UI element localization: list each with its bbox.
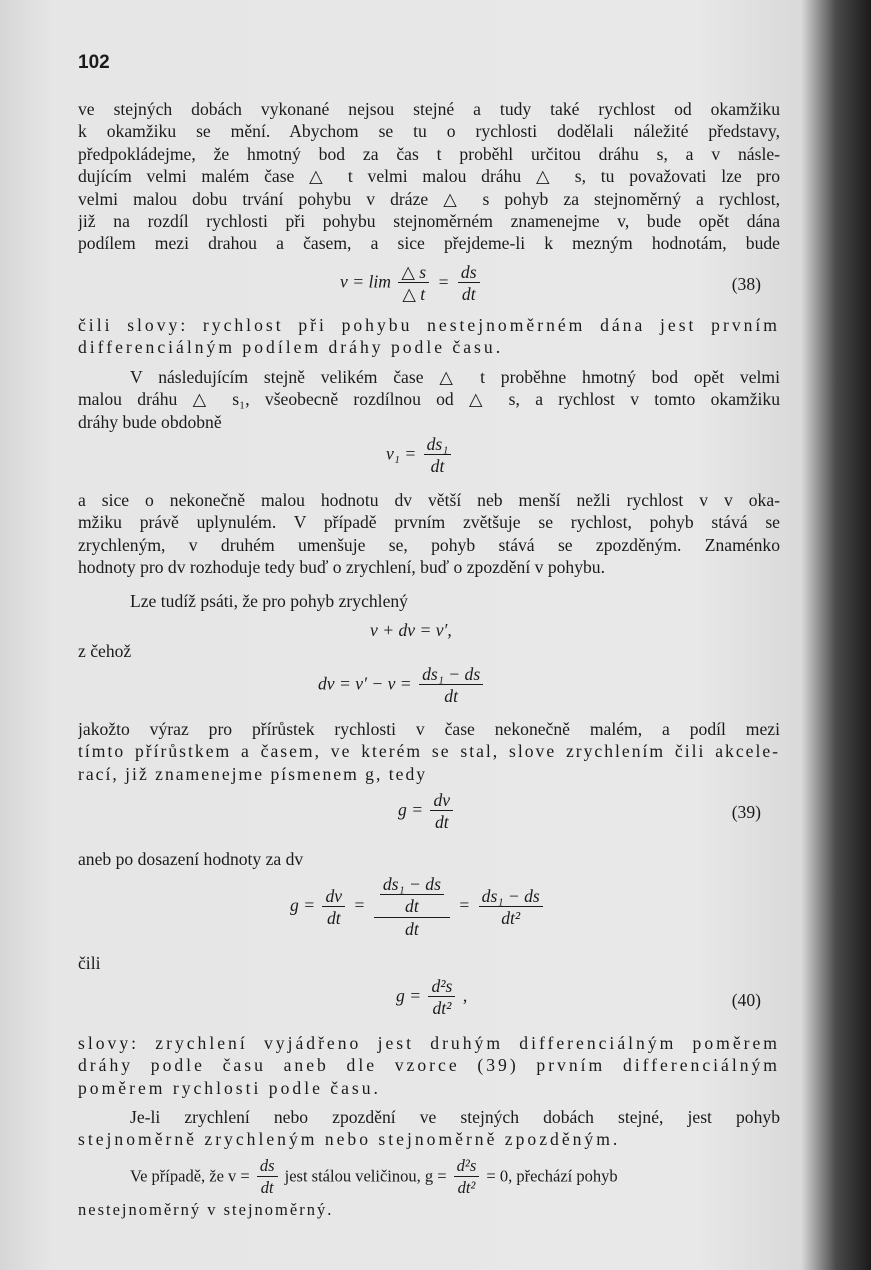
- equation-38: [340, 262, 483, 305]
- numerator: ds₁ − ds: [422, 664, 481, 684]
- paragraph-4: [78, 489, 780, 579]
- paragraph-3: [78, 366, 780, 433]
- denominator: dt: [322, 906, 345, 929]
- equation-lhs: g =: [290, 895, 316, 916]
- denominator: dt: [419, 684, 483, 707]
- text-fragment: = 0, přechází pohyb: [486, 1166, 618, 1186]
- denominator: dt: [374, 917, 450, 940]
- denominator: dt²: [454, 1176, 480, 1199]
- numerator: ds: [460, 262, 477, 282]
- page-number: 102: [78, 52, 110, 73]
- equation-39: [398, 790, 456, 833]
- paragraph-cili: [78, 952, 780, 974]
- equation-v1: [386, 434, 454, 477]
- text-line: Lze tudíž psáti, že pro pohyb zrychlený: [130, 591, 408, 611]
- text-line: mžiku právě uplynulém. V případě prvním zvětšuje se rychlost, pohyb stává se: [78, 512, 780, 533]
- text-line: poměrem rychlosti podle času.: [78, 1077, 381, 1098]
- text-line: nestejnoměrný v stejnoměrný.: [78, 1200, 334, 1219]
- equation-number: (38): [731, 274, 761, 294]
- text-line: podílem mezi drahou a časem, a sice přejdeme-li k mezným hodnotám, bude: [78, 233, 780, 254]
- equation-lhs: v₁ =: [386, 443, 417, 464]
- fraction: [419, 664, 483, 707]
- equation-lhs: dv = v′ − v =: [318, 673, 412, 694]
- fraction: [424, 434, 452, 477]
- equals-sign: =: [438, 271, 449, 292]
- text-line: tímto přírůstkem a časem, ve kterém se stal, slove zrychlením čili akcele-: [78, 741, 780, 762]
- inner-fraction: [380, 874, 444, 917]
- paragraph-10: [78, 1156, 780, 1221]
- text-line: zrychleným, v druhém umenšuje se, pohyb stává se zpozděným. Znaménko: [78, 534, 780, 555]
- numerator: ds₁: [426, 434, 449, 454]
- equation-lhs: v = lim: [340, 271, 391, 292]
- text-line: stejnoměrně zrychleným nebo stejnoměrně zpozděným.: [78, 1129, 621, 1150]
- equals-sign: =: [354, 895, 365, 916]
- text-line: slovy: zrychlení vyjádřeno jest druhým differenciálným poměrem: [78, 1033, 780, 1053]
- text-line: čili: [78, 953, 101, 973]
- paragraph-5: [78, 590, 780, 612]
- equation-dv: [318, 664, 486, 707]
- denominator: dt: [458, 282, 480, 305]
- numerator: d²s: [431, 976, 453, 996]
- fraction: [257, 1156, 278, 1199]
- paragraph-8: [78, 1032, 780, 1099]
- text-line: jakožto výraz pro přírůstek rychlosti v čase nekonečně malém, a podíl mezi: [78, 719, 780, 739]
- denominator: dt: [430, 810, 453, 833]
- text-line: ve stejných dobách vykonané nejsou stejné a tudy také rychlost od okamžiku: [78, 99, 780, 119]
- numerator: ds₁ − ds: [481, 885, 540, 906]
- denominator: dt²: [428, 996, 455, 1019]
- fraction: [458, 262, 480, 305]
- equation-number: (40): [731, 990, 761, 1010]
- paragraph-7: [78, 848, 780, 870]
- text-line: již na rozdíl rychlosti při pohybu stejnoměrném znamenejme v, bude opět dána: [78, 211, 780, 232]
- text-line: k okamžiku se mění. Abychom se tu o rychlosti dodělali náležité představy,: [78, 121, 780, 142]
- fraction: [398, 262, 429, 305]
- text-line: [78, 1156, 780, 1199]
- numerator: dv: [433, 790, 451, 810]
- text-line: čili slovy: rychlost při pohybu nestejnoměrném dána jest prvním: [78, 315, 780, 335]
- equation-lhs: g =: [398, 799, 424, 820]
- numerator: ds₁ − ds: [382, 874, 441, 894]
- text-line: rací, již znamenejme písmenem g, tedy: [78, 763, 428, 784]
- fraction: [454, 1156, 480, 1199]
- text-line: aneb po dosazení hodnoty za dv: [78, 849, 304, 869]
- equation-lhs: g =: [396, 985, 422, 1006]
- denominator: dt²: [479, 906, 543, 929]
- numerator: [374, 874, 450, 917]
- numerator: △ s: [401, 262, 427, 282]
- paragraph-2: [78, 314, 780, 359]
- compound-fraction: [374, 874, 450, 940]
- text-fragment: Ve případě, že v =: [130, 1166, 250, 1186]
- paragraph-9: [78, 1106, 780, 1151]
- numerator: dv: [325, 885, 343, 906]
- text-line: differenciálným podílem dráhy podle času.: [78, 337, 504, 358]
- paragraph-6: [78, 718, 780, 785]
- numerator: ds: [259, 1156, 275, 1175]
- denominator: dt: [424, 454, 452, 477]
- denominator: dt: [380, 894, 444, 917]
- denominator: dt: [257, 1176, 278, 1199]
- equation-tail: ,: [462, 985, 468, 1006]
- fraction: [479, 886, 543, 929]
- numerator: d²s: [456, 1156, 477, 1175]
- fraction: [322, 886, 345, 929]
- equals-sign: =: [459, 895, 470, 916]
- equation-v-plus-dv: v + dv = v′,: [370, 620, 452, 640]
- text-line: předpokládejme, že hmotný bod za čas t proběhl určitou dráhu s, a v násle-: [78, 143, 780, 164]
- equation-40: [396, 976, 467, 1019]
- paragraph-1: [78, 98, 780, 255]
- text-line: hodnoty pro dv rozhoduje tedy buď o zrychlení, buď o zpozdění v pohybu.: [78, 557, 605, 578]
- text-line: malou dráhu △ s₁, všeobecně rozdílnou od △ s, a rychlost v tomto okamžiku: [78, 389, 780, 410]
- text-line: dujícím velmi malém čase △ t velmi malou dráhu △ s, tu považovati lze pro: [78, 166, 780, 187]
- fraction: [430, 790, 453, 833]
- equation-number: (39): [731, 802, 761, 822]
- text-line: z čehož: [78, 641, 132, 661]
- text-line: dráhy podle času aneb dle vzorce (39) prvním differenciálným: [78, 1055, 780, 1076]
- text-line: velmi malou dobu trvání pohybu v dráze △ s pohyb za stejnoměrný a rychlost,: [78, 188, 780, 209]
- text-line: Je-li zrychlení nebo zpozdění ve stejných dobách stejné, jest pohyb: [130, 1107, 780, 1127]
- text-line: a sice o nekonečně malou hodnotu dv větší neb menší nežli rychlost v v oka-: [78, 490, 780, 510]
- fraction: [428, 976, 455, 1019]
- text-fragment: jest stálou veličinou, g =: [284, 1166, 447, 1186]
- text-line: dráhy bude obdobně: [78, 411, 222, 432]
- text-line: V následujícím stejně velikém čase △ t proběhne hmotný bod opět velmi: [130, 367, 780, 387]
- equation-substitution: [290, 874, 546, 940]
- denominator: △ t: [398, 282, 429, 305]
- paragraph-z-cehoz: [78, 640, 780, 662]
